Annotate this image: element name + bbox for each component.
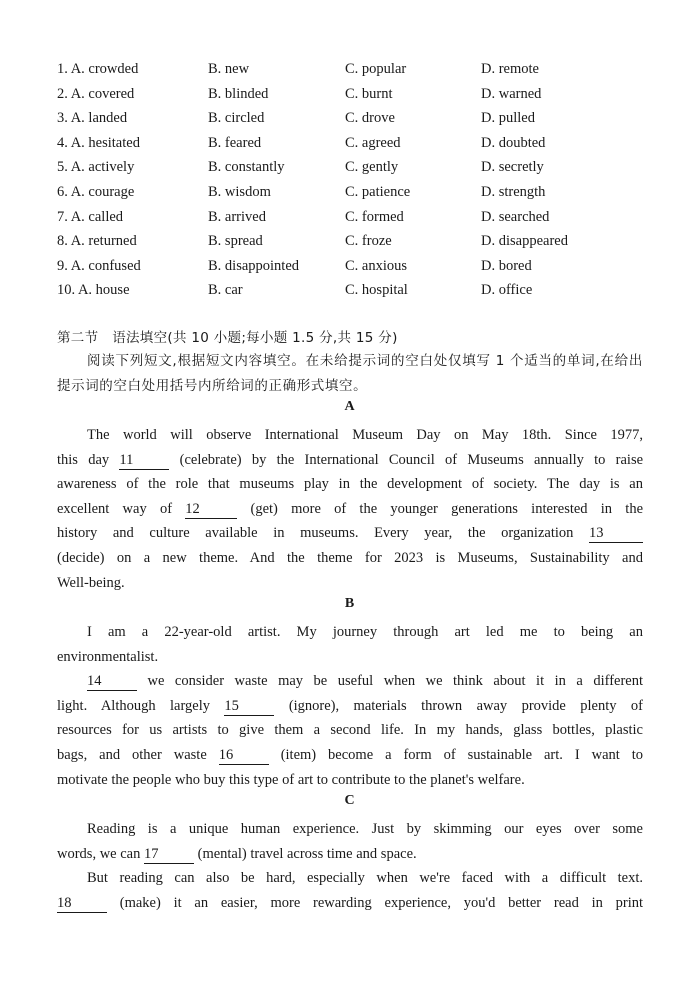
text-line: this day 11 (celebrate) by the International Council of Museums annually to raise: [57, 451, 644, 468]
option-c: C. froze: [345, 233, 392, 250]
option-a: 1. A. crowded: [57, 61, 139, 77]
option-b: B. spread: [208, 233, 263, 250]
option-c: C. anxious: [345, 257, 408, 274]
text-line: resources for us artists to give them a second life. In my hands, glass bottles, plastic: [57, 722, 643, 739]
option-a: 9. A. confused: [57, 257, 141, 274]
blank-14[interactable]: 14: [87, 673, 137, 691]
passage-b-heading: B: [344, 596, 355, 611]
option-c: C. formed: [345, 208, 404, 225]
option-row: [57, 131, 657, 156]
text-line: light. Although largely 15 (ignore), materials thrown away provide plenty of: [57, 697, 643, 714]
section-title: 第二节 语法填空(共 10 小题;每小题 1.5 分,共 15 分): [57, 330, 398, 346]
option-d: D. warned: [481, 85, 542, 102]
text-line: Well-being.: [57, 574, 125, 591]
option-d: D. strength: [481, 183, 546, 200]
option-row: [57, 57, 657, 82]
option-d: D. pulled: [481, 110, 535, 127]
option-b: B. wisdom: [208, 183, 271, 200]
text-line: environmentalist.: [57, 648, 159, 665]
text-line: motivate the people who buy this type of art to contribute to the planet's welfare.: [57, 771, 525, 788]
option-a: 3. A. landed: [57, 110, 128, 127]
option-a: 2. A. covered: [57, 85, 135, 102]
text-line: bags, and other waste 16 (item) become a form of sustainable art. I want to: [57, 746, 644, 763]
option-row: [57, 229, 657, 254]
option-row: [57, 254, 657, 279]
text-line: 14 we consider waste may be useful when we think about it in a different: [87, 673, 644, 690]
option-d: D. searched: [481, 208, 550, 225]
option-c: C. agreed: [345, 134, 401, 151]
option-b: B. car: [208, 282, 243, 299]
text-line: But reading can also be hard, especially when we're faced with a difficult text.: [87, 870, 643, 887]
option-a: 8. A. returned: [57, 233, 137, 250]
blank-15[interactable]: 15: [224, 698, 274, 716]
option-row: [57, 278, 657, 303]
passage-a: [57, 423, 643, 595]
text-line: history and culture available in museums. Every year, the organization 13: [57, 521, 643, 546]
option-d: D. disappeared: [481, 233, 568, 250]
option-d: D. doubted: [481, 134, 546, 151]
option-b: B. new: [208, 61, 250, 77]
text-line: awareness of the role that museums play in the development of society. The day is an: [57, 476, 643, 493]
option-b: B. circled: [208, 110, 265, 127]
option-a: 7. A. called: [57, 208, 124, 225]
passage-c-heading: C: [344, 793, 355, 808]
option-c: C. drove: [345, 110, 395, 127]
option-c: C. hospital: [345, 282, 408, 299]
option-a: 6. A. courage: [57, 183, 135, 200]
text-line: I am a 22-year-old artist. My journey through art led me to being an: [87, 624, 643, 640]
option-row: [57, 106, 657, 131]
option-d: D. bored: [481, 257, 532, 274]
option-c: C. burnt: [345, 85, 393, 102]
option-c: C. gently: [345, 159, 399, 176]
option-row: [57, 155, 657, 180]
option-c: C. patience: [345, 183, 411, 200]
option-d: D. secretly: [481, 159, 544, 176]
option-b: B. constantly: [208, 159, 285, 176]
text-line: (decide) on a new theme. And the theme for 2023 is Museums, Sustainability and: [57, 549, 643, 566]
blank-12[interactable]: 12: [185, 501, 237, 519]
blank-16[interactable]: 16: [219, 747, 269, 765]
passage-c: [57, 817, 643, 915]
option-d: D. remote: [481, 61, 539, 77]
blank-17[interactable]: 17: [144, 846, 194, 864]
options-grid: [57, 57, 657, 303]
option-b: B. blinded: [208, 85, 269, 102]
option-a: 4. A. hesitated: [57, 134, 140, 151]
text-line: Reading is a unique human experience. Just by skimming our eyes over some: [87, 821, 643, 837]
passage-a-heading: A: [344, 399, 355, 414]
blank-18[interactable]: 18: [57, 895, 107, 913]
blank-13[interactable]: 13: [589, 525, 643, 543]
option-b: B. feared: [208, 134, 262, 151]
option-c: C. popular: [345, 61, 407, 77]
option-a: 10. A. house: [57, 282, 130, 299]
option-b: B. disappointed: [208, 257, 300, 274]
option-b: B. arrived: [208, 208, 266, 225]
blank-11[interactable]: 11: [119, 452, 169, 470]
text-line: words, we can 17 (mental) travel across time and space.: [57, 845, 417, 862]
text-line: excellent way of 12 (get) more of the younger generations interested in the: [57, 500, 643, 517]
option-row: [57, 180, 657, 205]
option-a: 5. A. actively: [57, 159, 135, 176]
text-line: 18 (make) it an easier, more rewarding experience, you'd better read in print: [57, 894, 643, 911]
option-row: [57, 82, 657, 107]
option-row: [57, 205, 657, 230]
instructions: 阅读下列短文,根据短文内容填空。在未给提示词的空白处仅填写 1 个适当的单词,在给出提示词的空白处用括号内所给词的正确形式填空。: [57, 353, 643, 394]
passage-b: [57, 620, 643, 792]
text-line: The world will observe International Museum Day on May 18th. Since 1977,: [87, 427, 643, 443]
option-d: D. office: [481, 282, 533, 299]
